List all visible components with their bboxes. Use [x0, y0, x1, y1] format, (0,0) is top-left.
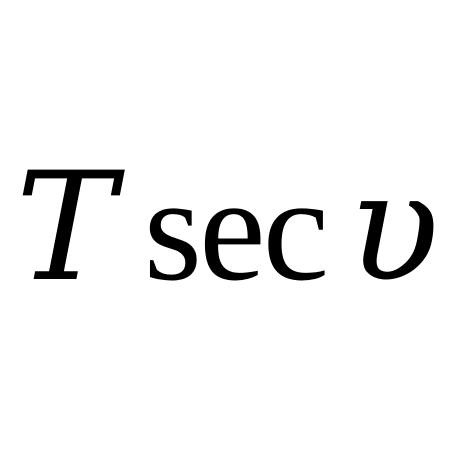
formula-expression: [15, 140, 440, 315]
variable-t: T: [15, 140, 114, 315]
argument-upsilon: υ: [348, 140, 440, 315]
secant-operator: sec: [143, 145, 327, 312]
